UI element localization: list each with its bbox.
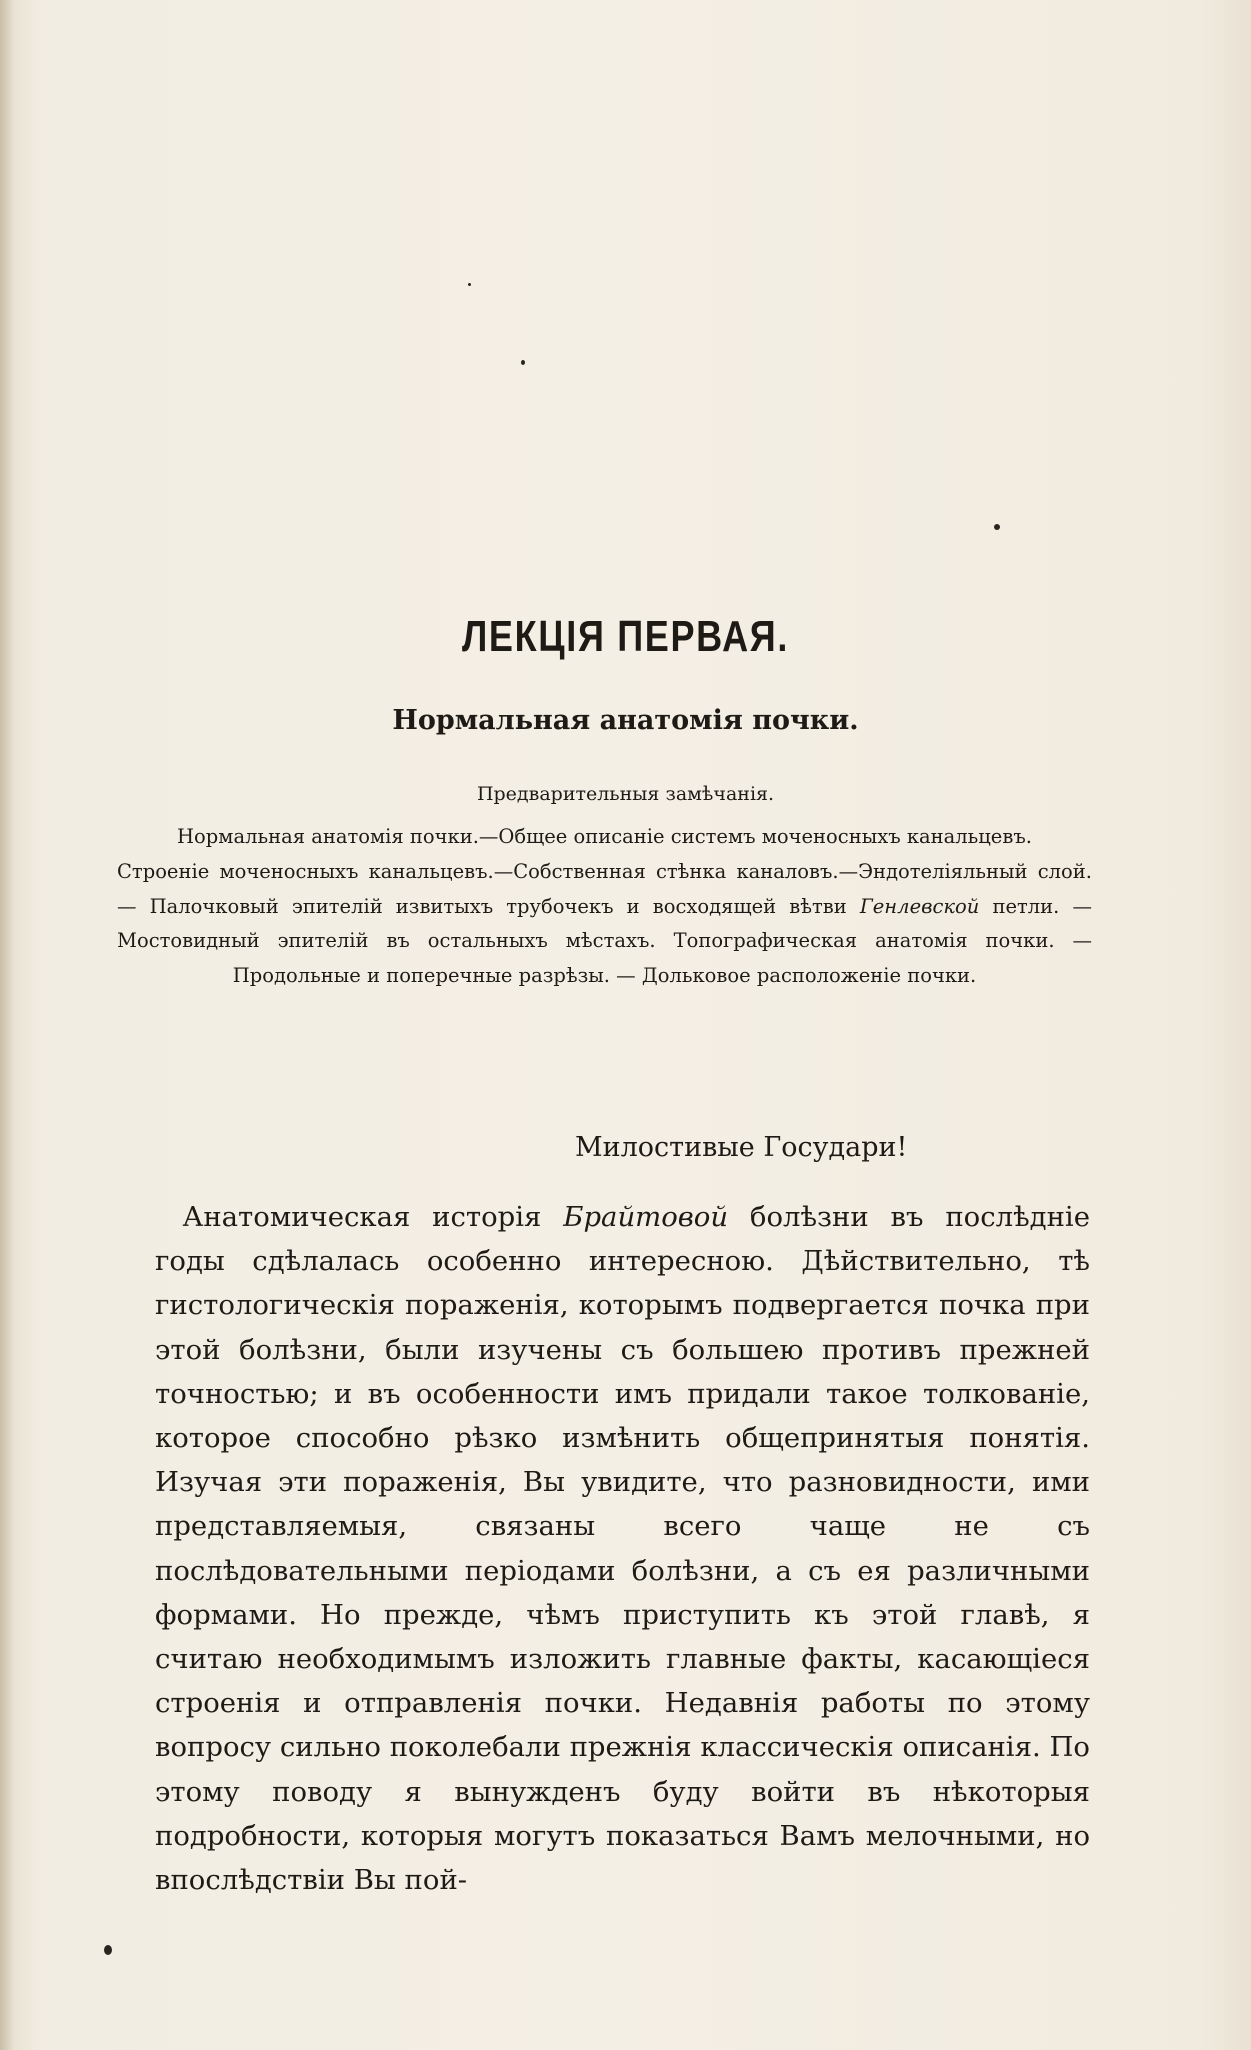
- body-start: Анатомическая исторія: [182, 1201, 564, 1233]
- salutation: Милостивые Государи!: [575, 1132, 908, 1163]
- ink-speck: [994, 524, 1000, 530]
- summary-part-2: [117, 855, 1092, 994]
- lecture-summary: [117, 820, 1092, 994]
- body-paragraph: [155, 1195, 1090, 1902]
- body-rest: болѣзни въ послѣдніе годы сдѣлалась особенно интересною. Дѣйствительно, тѣ гистологическія пораженія, которымъ подвергается почка при этой болѣзни, были изучены съ большею противъ прежней точностью; и въ особенности имъ придали такое толкованіе, которое способно рѣзко измѣнить общепринятыя понятія. Изучая эти пораженія, Вы увидите, что разновидности, ими представляемыя, связаны всего чаще не съ послѣдовательными періодами болѣзни, а съ ея различными формами. Но прежде, чѣмъ приступить къ этой главѣ, я считаю необходимымъ изложить главные факты, касающіеся строенія и отправленія почки. Недавнія работы по этому вопросу сильно поколебали прежнія классическія описанія. По этому поводу я вынужденъ буду войти въ нѣкоторыя подробности, которыя могутъ показаться Вамъ мелочными, но впослѣдствіи Вы пой-: [155, 1201, 1091, 1897]
- summary-part-1: Нормальная анатомія почки.—Общее описаніе системъ моченосныхъ канальцевъ.: [177, 825, 1032, 848]
- summary-heading: Предварительныя замѣчанія.: [476, 783, 775, 805]
- ink-speck: [104, 1945, 112, 1955]
- summary-part-2-italic: Генлевской: [859, 894, 980, 918]
- body-text: [155, 1195, 1090, 1902]
- summary-part-2a: Строеніе моченосныхъ канальцевъ.—Собственная стѣнка каналовъ.—Эндотеліяльный слой. — Палочковый эпителій извитыхъ трубочекъ и восходящей вѣтви: [117, 859, 1092, 918]
- lecture-title: ЛЕКЦІЯ ПЕРВАЯ.: [461, 612, 790, 661]
- page-edge-stain: [0, 0, 14, 2050]
- ink-speck: [468, 283, 471, 286]
- summary-part-2b: петли. — Мостовидный эпителій въ остальныхъ мѣстахъ. Топографическая анатомія почки. — Продольные и поперечные разрѣзы. — Дольковое расположеніе почки.: [117, 894, 1092, 988]
- ink-speck: [521, 360, 525, 365]
- lecture-subtitle: Нормальная анатомія почки.: [392, 705, 859, 736]
- body-italic: Брайтовой: [563, 1201, 729, 1233]
